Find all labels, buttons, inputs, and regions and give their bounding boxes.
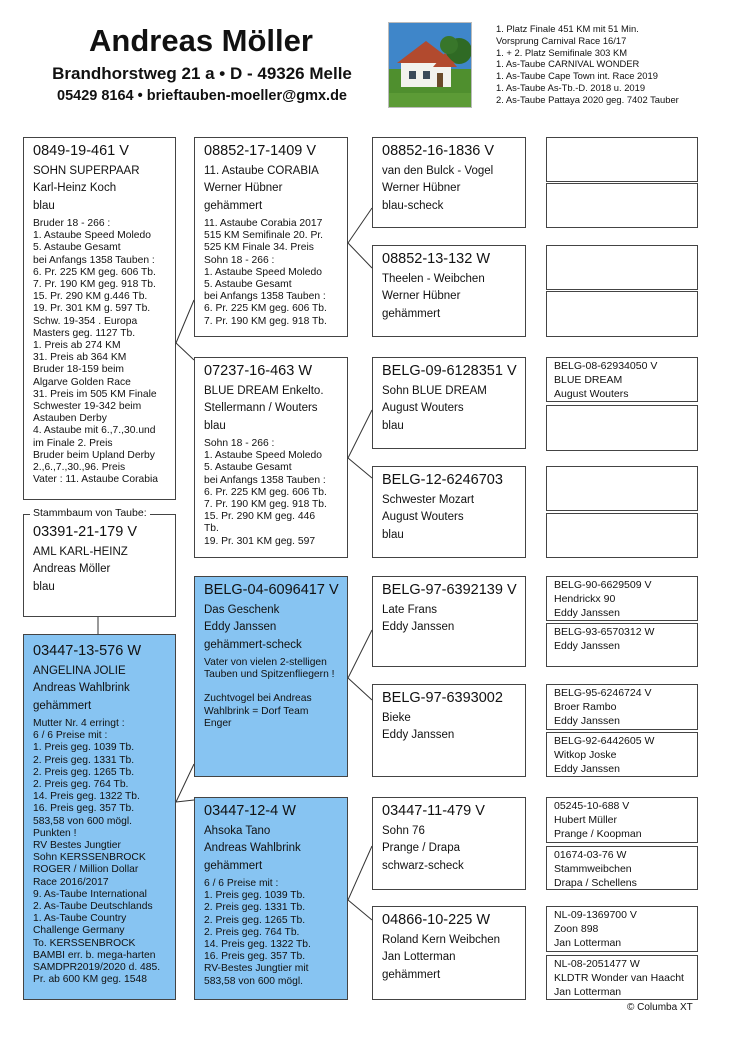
mother-notes <box>33 718 166 986</box>
note-line: 31. Preis ab 364 KM <box>33 352 127 364</box>
g5-mff-father-card[interactable] <box>546 576 698 621</box>
grandmother-paternal-card[interactable] <box>194 357 348 558</box>
mm-name: Ahsoka Tano <box>204 825 271 837</box>
note-line: Bruder 18-159 beim <box>33 364 125 376</box>
mff-card[interactable] <box>372 576 526 667</box>
mother-color: gehämmert <box>33 699 92 712</box>
empty-ancestor-card[interactable] <box>546 513 698 558</box>
note-line: 1. Preis geg. 1039 Tb. <box>33 742 135 754</box>
mmf-name: Sohn 76 <box>382 825 425 837</box>
note-line: 2. Preis geg. 1331 Tb. <box>204 902 306 914</box>
note-line: 5. Astaube Gesamt <box>33 242 121 254</box>
mmf-color: schwarz-scheck <box>382 859 464 872</box>
ancestor-name: Witkop Joske <box>554 748 617 761</box>
note-line: 16. Preis geg. 357 Tb. <box>204 951 306 963</box>
mf-color: gehämmert-scheck <box>204 638 302 651</box>
g5-mfm-father-card[interactable] <box>546 684 698 730</box>
subject-name: AML KARL-HEINZ <box>33 546 128 558</box>
grandfather-maternal-card[interactable] <box>194 576 348 777</box>
mf-notes <box>204 657 338 730</box>
note-line: 1. Astaube Speed Moledo <box>204 266 322 278</box>
note-line: Algarve Golden Race <box>33 376 131 388</box>
note-line: Schwester 19-342 beim <box>33 400 142 412</box>
mff-ring-number: BELG-97-6392139 V <box>382 582 517 598</box>
note-line: Sohn KERSSENBROCK <box>33 852 146 864</box>
ancestor-owner: Eddy Janssen <box>554 763 620 775</box>
g5-mfm-mother-card[interactable] <box>546 732 698 777</box>
fmf-ring-number: BELG-09-6128351 V <box>382 363 517 379</box>
note-line: im Finale 2. Preis <box>33 437 113 449</box>
mfm-name: Bieke <box>382 712 411 724</box>
g5-mmf-father-card[interactable] <box>546 797 698 843</box>
mfm-card[interactable] <box>372 684 526 777</box>
ancestor-owner: Eddy Janssen <box>554 607 620 619</box>
ancestor-name: Zoon 898 <box>554 922 599 935</box>
note-line: 2. Preis geg. 1331 Tb. <box>33 754 135 766</box>
fmm-card[interactable] <box>372 466 526 558</box>
note-line: Mutter Nr. 4 erringt : <box>33 717 125 729</box>
g5-fmf-father-card[interactable] <box>546 357 698 402</box>
note-line: Race 2016/2017 <box>33 876 109 888</box>
achievement-item: 1. + 2. Platz Semifinale 303 KM <box>496 46 628 58</box>
ancestor-ring-number: BELG-92-6442605 W <box>554 735 655 747</box>
note-line: 6 / 6 Preise mit : <box>204 877 279 889</box>
fmm-color: blau <box>382 528 404 541</box>
fmm-name: Schwester Mozart <box>382 494 475 506</box>
ancestor-ring-number: BELG-95-6246724 V <box>554 687 652 699</box>
note-line: Masters geg. 1127 Tb. <box>33 327 136 339</box>
note-line: Pr. ab 600 KM geg. 1548 <box>33 974 147 986</box>
ff-color: gehämmert <box>204 199 263 212</box>
mmm-owner: Jan Lotterman <box>382 951 456 964</box>
note-line: 5. Astaube Gesamt <box>204 278 292 290</box>
note-line: 11. Astaube Corabia 2017 <box>204 217 323 229</box>
ffm-ring-number: 08852-13-132 W <box>382 251 491 267</box>
note-line: RV Bestes Jungtier <box>33 839 121 851</box>
subject-owner: Andreas Möller <box>33 563 111 576</box>
note-line: 4. Astaube mit 6.,7.,30.und <box>33 425 156 437</box>
fmf-card[interactable] <box>372 357 526 449</box>
mfm-ring-number: BELG-97-6393002 <box>382 690 503 706</box>
mm-owner: Andreas Wahlbrink <box>204 842 301 855</box>
note-line: Bruder 18 - 266 : <box>33 217 111 229</box>
ancestor-owner: Jan Lotterman <box>554 937 622 949</box>
mmf-owner: Prange / Drapa <box>382 842 460 855</box>
note-line: 2. Preis geg. 764 Tb. <box>204 926 300 938</box>
note-line: 9. As-Taube International <box>33 888 147 900</box>
ancestor-owner: Eddy Janssen <box>554 639 620 652</box>
empty-ancestor-card[interactable] <box>546 291 698 337</box>
note-line: 6. Pr. 225 KM geg. 606 Tb. <box>33 266 156 278</box>
ancestor-name: KLDTR Wonder van Haacht <box>554 971 684 984</box>
note-line: 7. Pr. 190 KM geg. 918 Tb. <box>204 498 327 510</box>
note-line: 31. Preis im 505 KM Finale <box>33 388 157 400</box>
fmm-ring-number: BELG-12-6246703 <box>382 472 503 488</box>
father-owner: Karl-Heinz Koch <box>33 182 117 195</box>
ff-ring-number: 08852-17-1409 V <box>204 143 317 159</box>
mm-notes <box>204 878 338 988</box>
ffm-owner: Werner Hübner <box>382 290 461 303</box>
mff-owner: Eddy Janssen <box>382 621 455 634</box>
grandfather-paternal-card[interactable] <box>194 137 348 337</box>
note-line: 6 / 6 Preise mit : <box>33 730 108 742</box>
ancestor-owner: Prange / Koopman <box>554 828 642 840</box>
note-line: 1. As-Taube Country <box>33 913 127 925</box>
note-line: 583,58 von 600 mögl. <box>33 815 133 827</box>
fm-notes <box>204 438 338 548</box>
note-line: Vater von vielen 2-stelligen Tauben und Spitzenfliegern ! <box>204 656 335 681</box>
empty-ancestor-card[interactable] <box>546 137 698 182</box>
fmf-name: Sohn BLUE DREAM <box>382 385 487 397</box>
ancestor-ring-number: BELG-08-62934050 V <box>554 360 658 372</box>
fmm-owner: August Wouters <box>382 511 464 524</box>
ancestor-ring-number: NL-08-2051477 W <box>554 958 640 970</box>
note-line: Bruder beim Upland Derby <box>33 449 155 461</box>
ancestor-owner: Eddy Janssen <box>554 715 620 727</box>
note-line: 6. Pr. 225 KM geg. 606 Tb. <box>204 303 327 315</box>
ancestor-name: Broer Rambo <box>554 700 617 713</box>
fff-name: van den Bulck - Vogel <box>382 165 494 177</box>
achievement-item: 1. Platz Finale 451 KM mit 51 Min. <box>496 23 639 34</box>
note-line: 1. Astaube Speed Moledo <box>204 450 322 462</box>
ff-owner: Werner Hübner <box>204 182 283 195</box>
fm-owner: Stellermann / Wouters <box>204 402 318 415</box>
empty-ancestor-card[interactable] <box>546 245 698 290</box>
fff-card[interactable] <box>372 137 526 228</box>
mmm-color: gehämmert <box>382 968 441 981</box>
ancestor-owner: August Wouters <box>554 388 629 400</box>
mmm-card[interactable] <box>372 906 526 1000</box>
note-line: 5. Astaube Gesamt <box>204 462 292 474</box>
fmf-color: blau <box>382 419 404 432</box>
note-line: RV-Bestes Jungtier mit <box>204 963 309 975</box>
mother-owner: Andreas Wahlbrink <box>33 682 130 695</box>
note-line: 1. Preis ab 274 KM <box>33 339 121 351</box>
note-line: 19. Pr. 301 KM g. 597 Tb. <box>33 303 151 315</box>
mf-ring-number: BELG-04-6096417 V <box>204 582 339 598</box>
note-line: Sohn 18 - 266 : <box>204 254 275 266</box>
mmm-name: Roland Kern Weibchen <box>382 934 501 946</box>
copyright-notice: © Columba XT <box>627 1002 693 1013</box>
fff-color: blau-scheck <box>382 199 444 212</box>
mother-card[interactable] <box>23 634 176 1000</box>
ancestor-owner: Jan Lotterman <box>554 986 622 998</box>
ancestor-name: BLUE DREAM <box>554 373 623 386</box>
note-line: Challenge Germany <box>33 925 125 937</box>
fm-name: BLUE DREAM Enkelto. <box>204 385 324 397</box>
father-name: SOHN SUPERPAAR <box>33 165 140 177</box>
stammbaum-label: Stammbaum von Taube: <box>30 507 150 520</box>
achievement-item: 1. As-Taube As-Tb.-D. 2018 u. 2019 <box>496 81 646 93</box>
breeder-contact: 05429 8164 • brieftauben-moeller@gmx.de <box>57 88 347 104</box>
fm-color: blau <box>204 419 226 432</box>
mmf-ring-number: 03447-11-479 V <box>382 803 485 819</box>
g5-mmm-mother-card[interactable] <box>546 955 698 1000</box>
fff-ring-number: 08852-16-1836 V <box>382 143 495 159</box>
fmf-owner: August Wouters <box>382 402 464 415</box>
ancestor-ring-number: 05245-10-688 V <box>554 800 630 812</box>
father-color: blau <box>33 199 55 212</box>
ffm-card[interactable] <box>372 245 526 337</box>
note-line: bei Anfangs 1358 Tauben : <box>33 254 155 266</box>
ffm-color: gehämmert <box>382 307 441 320</box>
achievement-item: 1. As-Taube Cape Town int. Race 2019 <box>496 70 658 82</box>
note-line: Vater : 11. Astaube Corabia <box>33 474 158 486</box>
note-line: To. KERSSENBROCK <box>33 937 136 949</box>
ffm-name: Theelen - Weibchen <box>382 273 485 285</box>
mf-owner: Eddy Janssen <box>204 621 277 634</box>
mm-color: gehämmert <box>204 859 263 872</box>
achievement-item: 2. As-Taube Pattaya 2020 geg. 7402 Tauber <box>496 93 679 105</box>
note-line: Astauben Derby <box>33 413 107 425</box>
note-line: 1. Preis geg. 1039 Tb. <box>204 890 306 902</box>
achievement-item: 1. As-Taube CARNIVAL WONDER <box>496 58 640 70</box>
ancestor-owner: Drapa / Schellens <box>554 877 637 889</box>
empty-ancestor-card[interactable] <box>546 183 698 228</box>
grandmother-maternal-card[interactable] <box>194 797 348 1000</box>
mf-name: Das Geschenk <box>204 604 280 616</box>
achievement-item: Vorsprung Carnival Race 16/17 <box>496 34 627 46</box>
note-line: 1. Astaube Speed Moledo <box>33 230 151 242</box>
mmf-card[interactable] <box>372 797 526 890</box>
note-line: 14. Preis geg. 1322 Tb. <box>204 938 311 950</box>
subject-color: blau <box>33 580 55 593</box>
note-line: bei Anfangs 1358 Tauben : <box>204 474 326 486</box>
note-line: Sohn 18 - 266 : <box>204 437 275 449</box>
note-line: bei Anfangs 1358 Tauben : <box>204 291 326 303</box>
mff-name: Late Frans <box>382 604 437 616</box>
fm-ring-number: 07237-16-463 W <box>204 363 313 379</box>
mfm-owner: Eddy Janssen <box>382 729 455 742</box>
ancestor-ring-number: BELG-90-6629509 V <box>554 579 652 591</box>
father-card[interactable] <box>23 137 176 500</box>
ancestor-name: Hendrickx 90 <box>554 592 616 605</box>
note-line: 2. As-Taube Deutschlands <box>33 900 153 912</box>
note-line: 2. Preis geg. 1265 Tb. <box>33 766 135 778</box>
mm-ring-number: 03447-12-4 W <box>204 803 296 819</box>
note-line: 525 KM Finale 34. Preis <box>204 242 314 254</box>
note-line: 15. Pr. 290 KM g.446 Tb. <box>33 291 148 303</box>
note-line: 515 KM Semifinale 20. Pr. <box>204 230 324 242</box>
ancestor-name: Stammweibchen <box>554 862 632 875</box>
note-line: 6. Pr. 225 KM geg. 606 Tb. <box>204 486 327 498</box>
note-line: 2. Preis geg. 1265 Tb. <box>204 914 306 926</box>
note-line: 14. Preis geg. 1322 Tb. <box>33 791 140 803</box>
note-line: Punkten ! <box>33 827 77 839</box>
father-ring-number: 0849-19-461 V <box>33 143 129 159</box>
note-line: 2.,6.,7.,30.,96. Preis <box>33 461 126 473</box>
ff-name: 11. Astaube CORABIA <box>204 165 319 177</box>
note-line: BAMBI err. b. mega-harten <box>33 949 156 961</box>
note-line: Schw. 19-354 . Europa <box>33 315 138 327</box>
note-line: Tb. <box>204 523 219 535</box>
ancestor-ring-number: 01674-03-76 W <box>554 849 627 861</box>
empty-ancestor-card[interactable] <box>546 405 698 451</box>
note-line: ROGER / Million Dollar <box>33 864 139 876</box>
ff-notes <box>204 218 338 328</box>
mmm-ring-number: 04866-10-225 W <box>382 912 491 928</box>
note-line: SAMDPR2019/2020 d. 485. <box>33 961 161 973</box>
note-line: 7. Pr. 190 KM geg. 918 Tb. <box>204 315 327 327</box>
breeder-name: Andreas Möller <box>89 23 313 58</box>
note-line: 583,58 von 600 mögl. <box>204 975 304 987</box>
father-notes <box>33 218 166 486</box>
note-line: 16. Preis geg. 357 Tb. <box>33 803 135 815</box>
note-line: 2. Preis geg. 764 Tb. <box>33 778 129 790</box>
g5-mff-mother-card[interactable] <box>546 623 698 667</box>
note-line: 15. Pr. 290 KM geg. 446 <box>204 511 316 523</box>
subject-card[interactable] <box>23 514 176 617</box>
empty-ancestor-card[interactable] <box>546 466 698 511</box>
mother-name: ANGELINA JOLIE <box>33 665 126 677</box>
g5-mmf-mother-card[interactable] <box>546 846 698 890</box>
ancestor-ring-number: NL-09-1369700 V <box>554 909 637 921</box>
mother-ring-number: 03447-13-576 W <box>33 643 142 659</box>
note-line: 19. Pr. 301 KM geg. 597 <box>204 535 316 547</box>
fff-owner: Werner Hübner <box>382 182 461 195</box>
g5-mmm-father-card[interactable] <box>546 906 698 952</box>
breeder-address: Brandhorstweg 21 a • D - 49326 Melle <box>52 64 352 83</box>
note-line: Zuchtvogel bei Andreas Wahlbrink = Dorf Team Enger <box>204 693 312 729</box>
ancestor-ring-number: BELG-93-6570312 W <box>554 626 655 638</box>
ancestor-name: Hubert Müller <box>554 813 618 826</box>
subject-ring-number: 03391-21-179 V <box>33 524 137 540</box>
note-line: 7. Pr. 190 KM geg. 918 Tb. <box>33 278 156 290</box>
